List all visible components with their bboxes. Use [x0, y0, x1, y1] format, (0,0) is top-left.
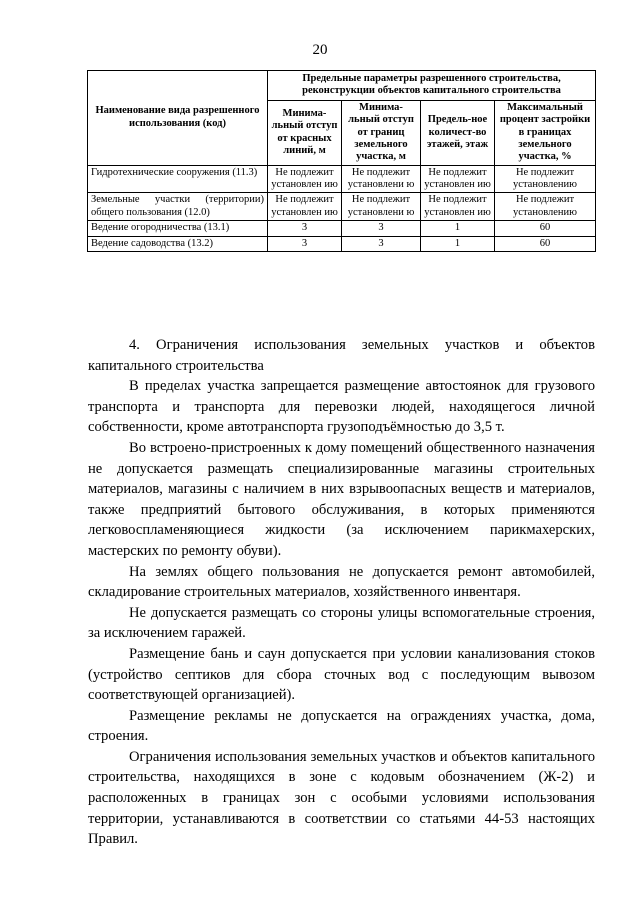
row-max-coverage: Не подлежит установлению: [495, 165, 596, 193]
row-max-floors: Не подлежит установлен ию: [421, 193, 495, 221]
row-max-coverage: 60: [495, 236, 596, 251]
table-row: [88, 165, 596, 193]
header-plot-boundary-setback: Минима-льный отступ от границ земельного участка, м: [342, 100, 421, 165]
table-row: [88, 193, 596, 221]
row-red-line-setback: 3: [268, 221, 342, 236]
section-body: [88, 335, 595, 850]
row-red-line-setback: 3: [268, 236, 342, 251]
section-heading: 4. Ограничения использования земельных участков и объектов капитального строительства: [88, 337, 595, 374]
row-use-name: Гидротехнические сооружения (11.3): [88, 165, 268, 193]
header-use-name: Наименование вида разрешенного использования (код): [88, 71, 268, 166]
paragraph-auxiliary-buildings: Не допускается размещать со стороны улицы вспомогательные строения, за исключением гаражей.: [88, 604, 595, 642]
row-plot-boundary-setback: 3: [342, 236, 421, 251]
row-plot-boundary-setback: Не подлежит установлени ю: [342, 193, 421, 221]
header-limit-parameters: Предельные параметры разрешенного строительства, реконструкции объектов капитального строительства: [268, 71, 596, 101]
header-max-coverage: Максимальный процент застройки в границах земельного участка, %: [495, 100, 596, 165]
row-use-name: Земельные участки (территории) общего пользования (12.0): [88, 193, 268, 221]
row-plot-boundary-setback: Не подлежит установлени ю: [342, 165, 421, 193]
header-max-floors: Предель-ное количест-во этажей, этаж: [421, 100, 495, 165]
table-row: [88, 221, 596, 236]
row-red-line-setback: Не подлежит установлен ию: [268, 165, 342, 193]
row-max-floors: 1: [421, 236, 495, 251]
row-max-coverage: Не подлежит установлению: [495, 193, 596, 221]
row-red-line-setback: Не подлежит установлен ию: [268, 193, 342, 221]
header-red-line-setback: Минима-льный отступ от красных линий, м: [268, 100, 342, 165]
paragraph-public-land: На землях общего пользования не допускается ремонт автомобилей, складирование строительных материалов, хозяйственного инвентаря.: [88, 563, 595, 601]
page-number: 20: [312, 42, 328, 58]
row-use-name: Ведение огородничества (13.1): [88, 221, 268, 236]
row-plot-boundary-setback: 3: [342, 221, 421, 236]
row-use-name: Ведение садоводства (13.2): [88, 236, 268, 251]
paragraph-baths-saunas: Размещение бань и саун допускается при условии канализования стоков (устройство септиков для сбора сточных вод с последующим вывозом соответствующей организацией).: [88, 645, 595, 704]
table-header-row: [88, 71, 596, 101]
paragraph-built-in-premises: Во встроено-пристроенных к дому помещений общественного назначения не допускается размещать специализированные магазины строительных материалов, магазины с наличием в них взрывоопасных веществ и материалов, также предприятий бытового обслуживания, в которых применяются легковоспламеняющиеся жидкости (за исключением парикмахерских, мастерских по ремонту обуви).: [88, 439, 595, 559]
paragraph-zone-restrictions: Ограничения использования земельных участков и объектов капитального строительства, находящихся в зоне с кодовым обозначением (Ж-2) и расположенных в границах зон с особыми условиями использования территории, устанавливаются в соответствии со статьями 44-53 настоящих Правил.: [88, 748, 595, 848]
row-max-floors: Не подлежит установлен ию: [421, 165, 495, 193]
table-row: [88, 236, 596, 251]
paragraph-advertising: Размещение рекламы не допускается на ограждениях участка, дома, строения.: [88, 707, 595, 745]
paragraph-truck-parking: В пределах участка запрещается размещение автостоянок для грузового транспорта и транспорта для перевозки людей, находящегося личной собственности, кроме автотранспорта грузоподъёмностью до 3,5 т.: [88, 378, 595, 436]
zoning-parameters-table: [87, 70, 596, 252]
row-max-coverage: 60: [495, 221, 596, 236]
row-max-floors: 1: [421, 221, 495, 236]
